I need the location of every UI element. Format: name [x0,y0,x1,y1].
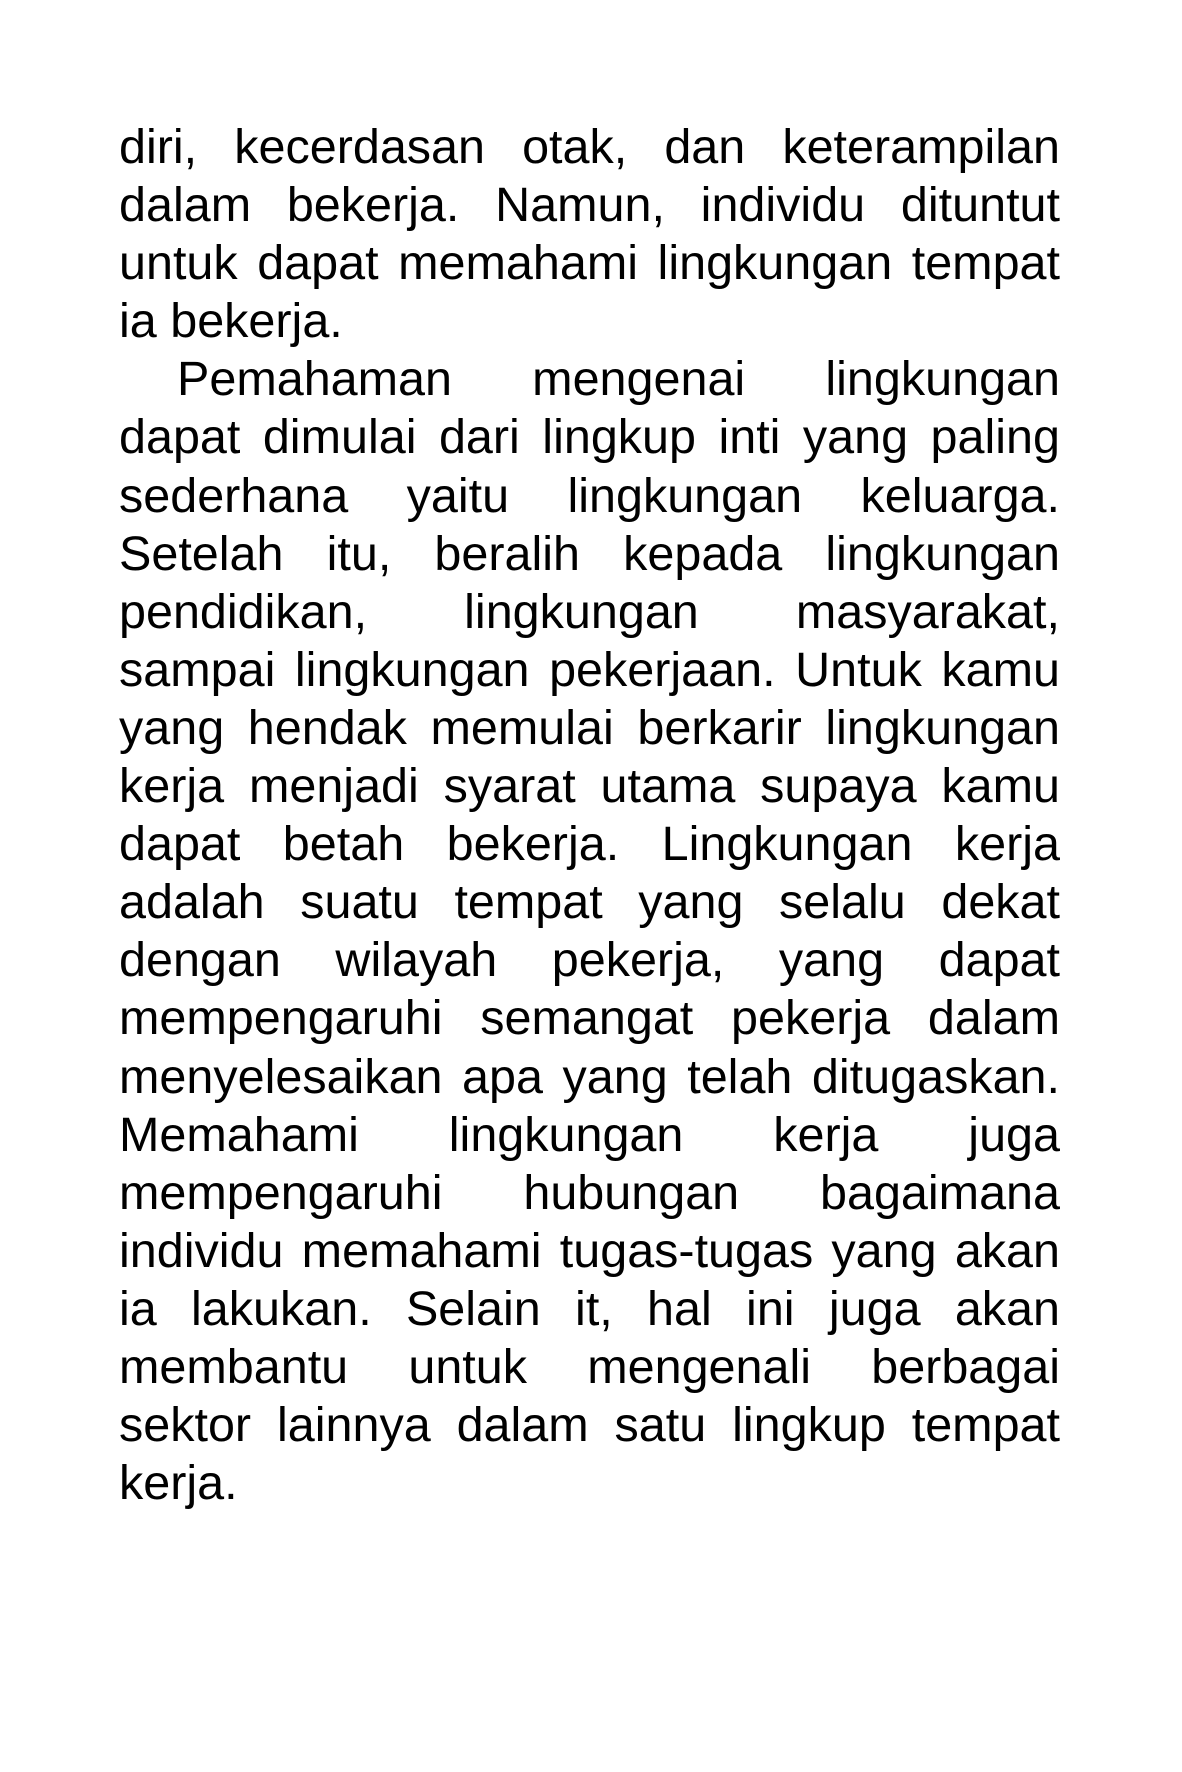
text-line: Memahami lingkungan kerja juga [119,1107,1060,1162]
text-line: kerja. [119,1456,238,1511]
text-line: diri, kecerdasan otak, dan keterampilan [119,120,1060,174]
text-line: Pemahaman mengenai lingkungan [177,352,1060,407]
text-line: individu memahami tugas-tugas yang akan [119,1223,1060,1278]
text-line: yang hendak memulai berkarir lingkungan [119,700,1060,755]
text-line: dalam bekerja. Namun, individu dituntut [119,178,1060,233]
text-line: Setelah itu, beralih kepada lingkungan [119,526,1060,581]
text-line: sektor lainnya dalam satu lingkup tempat [119,1398,1060,1453]
text-line: dapat betah bekerja. Lingkungan kerja [119,817,1060,872]
text-line: mempengaruhi hubungan bagaimana [119,1165,1060,1220]
text-line: menyelesaikan apa yang telah ditugaskan. [119,1049,1060,1104]
text-line: dengan wilayah pekerja, yang dapat [119,933,1060,988]
text-line: untuk dapat memahami lingkungan tempat [119,236,1060,291]
document-body [119,118,1060,1512]
paragraph-1 [119,118,1060,350]
text-line: membantu untuk mengenali berbagai [119,1339,1060,1394]
text-line: ia lakukan. Selain it, hal ini juga akan [119,1281,1060,1336]
text-line: sederhana yaitu lingkungan keluarga. [119,468,1060,523]
text-line: mempengaruhi semangat pekerja dalam [119,991,1060,1046]
text-line: dapat dimulai dari lingkup inti yang paling [119,410,1060,465]
text-line: pendidikan, lingkungan masyarakat, [119,584,1060,639]
text-line: sampai lingkungan pekerjaan. Untuk kamu [119,642,1060,697]
text-line: ia bekerja. [119,294,343,349]
text-line: adalah suatu tempat yang selalu dekat [119,875,1060,930]
paragraph-2 [119,350,1060,1512]
text-line: kerja menjadi syarat utama supaya kamu [119,759,1060,814]
